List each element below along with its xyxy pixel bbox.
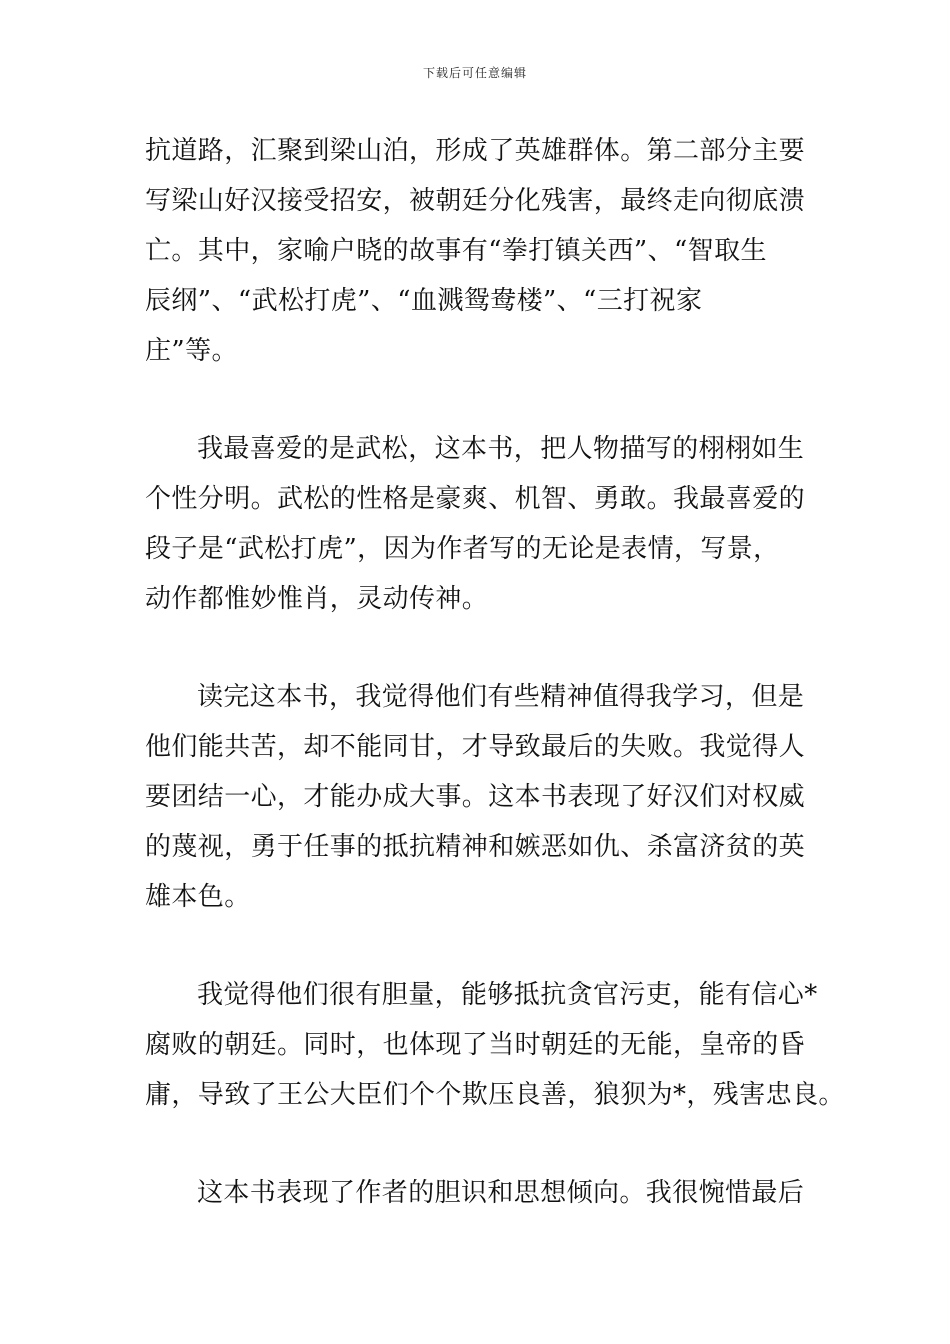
text-line: 读完这本书，我觉得他们有些精神值得我学习，但是	[197, 682, 805, 712]
text-line: 的蔑视，勇于任事的抵抗精神和嫉恶如仇、杀富济贫的英	[145, 832, 806, 862]
paragraph-gap	[145, 922, 807, 970]
paragraph-4	[145, 970, 845, 1120]
text-line: 这本书表现了作者的胆识和思想倾向。我很惋惜最后	[197, 1178, 805, 1208]
text-line: 庸，导致了王公大臣们个个欺压良善，狼狈为*，残害忠良。	[145, 1080, 845, 1110]
text-line: 写梁山好汉接受招安，被朝廷分化残害，最终走向彻底溃	[145, 186, 806, 216]
text-line: 辰纲”、“武松打虎”、“血溅鸳鸯楼”、“三打祝家	[145, 286, 703, 316]
text-line: 段子是“武松打虎”，因为作者写的无论是表情，写景，	[145, 534, 780, 564]
document-body	[145, 126, 845, 1218]
paragraph-2	[145, 424, 807, 624]
text-line: 腐败的朝廷。同时，也体现了当时朝廷的无能，皇帝的昏	[145, 1030, 806, 1060]
page-header: 下载后可任意编辑	[422, 66, 527, 80]
text-line: 他们能共苦，却不能同甘，才导致最后的失败。我觉得人	[145, 732, 806, 762]
paragraph-gap	[145, 1120, 807, 1168]
text-line: 庄”等。	[145, 336, 238, 366]
text-line: 我觉得他们很有胆量，能够抵抗贪官污吏，能有信心*	[197, 980, 818, 1010]
text-line: 抗道路，汇聚到梁山泊，形成了英雄群体。第二部分主要	[145, 136, 806, 166]
paragraph-3	[145, 672, 807, 922]
paragraph-gap	[145, 376, 807, 424]
text-line: 亡。其中，家喻户晓的故事有“拳打镇关西”、“智取生	[145, 236, 767, 266]
paragraph-1	[145, 126, 807, 376]
paragraph-5	[145, 1168, 807, 1218]
paragraph-gap	[145, 624, 807, 672]
text-line: 要团结一心，才能办成大事。这本书表现了好汉们对权威	[145, 782, 806, 812]
text-line: 个性分明。武松的性格是豪爽、机智、勇敢。我最喜爱的	[145, 484, 806, 514]
text-line: 我最喜爱的是武松，这本书，把人物描写的栩栩如生	[197, 434, 805, 464]
text-line: 雄本色。	[145, 882, 251, 912]
text-line: 动作都惟妙惟肖，灵动传神。	[145, 584, 489, 614]
